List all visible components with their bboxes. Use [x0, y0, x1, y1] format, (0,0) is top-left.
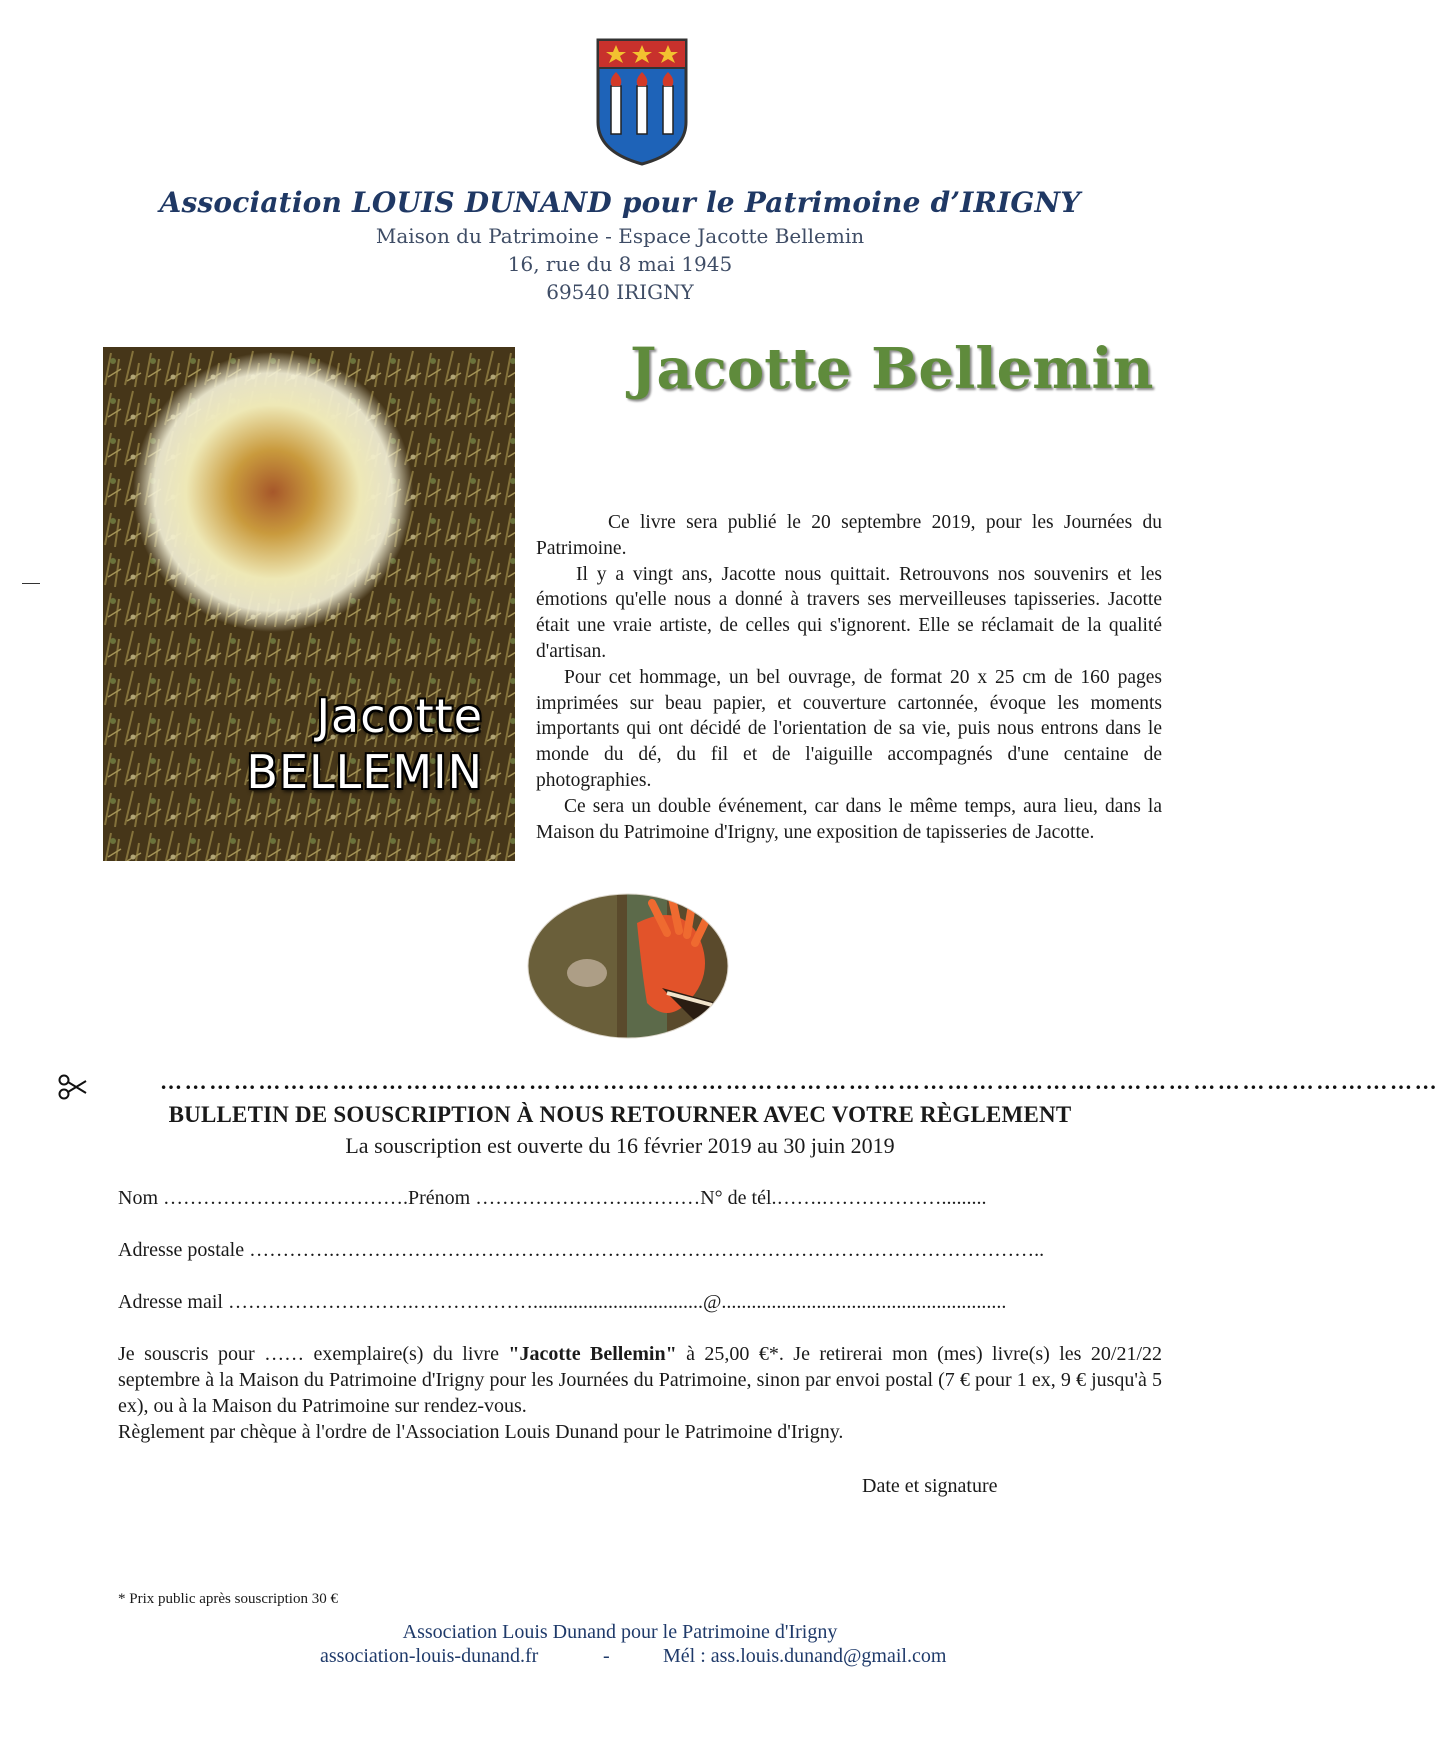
postal-address-field[interactable]: Adresse postale ………….……………………………………………………………………………………………..: [118, 1239, 1045, 1261]
margin-mark: [22, 583, 40, 584]
footer-email-link[interactable]: Mél : ass.louis.dunand@gmail.com: [663, 1645, 947, 1667]
bulletin-subtitle: La souscription est ouverte du 16 février 2019 au 30 juin 2019: [345, 1133, 895, 1158]
book-description: [536, 510, 1162, 845]
price-footnote: * Prix public après souscription 30 €: [118, 1591, 338, 1607]
footer-separator: -: [603, 1645, 610, 1667]
paragraph-3: Pour cet hommage, un bel ouvrage, de format 20 x 25 cm de 160 pages imprimées sur beau papier, et couverture cartonnée, évoque les moments importants qui ont décidé de l'orientation de sa vie, puis nous entrons dans le monde du dé, du fil et de l'aiguille accompagnés d'une centaine de photographies.: [536, 666, 1162, 791]
date-signature-label: Date et signature: [862, 1475, 998, 1497]
address-line-1: Maison du Patrimoine - Espace Jacotte Bellemin: [375, 224, 865, 248]
email-field[interactable]: Adresse mail ……………………….………………..................................@.........................................................: [118, 1291, 1007, 1313]
subscribe-intro: Je souscris pour …… exemplaire(s) du livre: [118, 1343, 509, 1365]
scissors-icon: [58, 1073, 88, 1101]
paragraph-4: Ce sera un double événement, car dans le même temps, aura lieu, dans la Maison du Patrimoine d'Irigny, une exposition de tapisseries de Jacotte.: [536, 795, 1162, 843]
cut-dotted-line: …………………………………………………………………………………………………………………………………………: [160, 1069, 1439, 1094]
footer-association: Association Louis Dunand pour le Patrimoine d'Irigny: [402, 1621, 838, 1643]
irigny-coat-of-arms-icon: [594, 36, 690, 168]
bulletin-title: BULLETIN DE SOUSCRIPTION À NOUS RETOURNER AVEC VOTRE RÈGLEMENT: [168, 1102, 1072, 1127]
address-line-2: 16, rue du 8 mai 1945: [507, 252, 733, 276]
book-title: Jacotte Bellemin: [630, 336, 1154, 402]
footer-website-link[interactable]: association-louis-dunand.fr: [320, 1645, 539, 1667]
cover-author-first: Jacotte: [316, 689, 483, 743]
payment-terms: Règlement par chèque à l'ordre de l'Association Louis Dunand pour le Patrimoine d'Irigny.: [118, 1421, 844, 1443]
paragraph-2: Il y a vingt ans, Jacotte nous quittait. Retrouvons nos souvenirs et les émotions qu'elle nous a donné à travers ses merveilleuses tapisseries. Jacotte était une vraie artiste, de celles qui s'ignorent. Elle se réclamait de la qualité d'artisan.: [536, 563, 1162, 662]
book-cover-image: [103, 347, 515, 861]
association-title: Association LOUIS DUNAND pour le Patrimoine d’IRIGNY: [159, 186, 1081, 219]
subscribe-book-title: "Jacotte Bellemin": [508, 1343, 677, 1365]
cover-author-last: BELLEMIN: [246, 745, 483, 799]
subscription-terms: [118, 1341, 1162, 1445]
paragraph-1: Ce livre sera publié le 20 septembre 2019, pour les Journées du Patrimoine.: [536, 512, 1162, 559]
hoopoe-tapestry-image: [527, 893, 730, 1039]
name-phone-field[interactable]: Nom ……………………………….Prénom …………………….………N° de tél.…….……………….........: [118, 1187, 987, 1209]
address-line-3: 69540 IRIGNY: [546, 280, 694, 304]
subscribe-details: à 25,00 €*. Je retirerai mon (mes) livre(s) les 20/21/22 septembre à la Maison du Patrimoine d'Irigny pour les Journées du Patrimoine, sinon par envoi postal (7 € pour 1 ex, 9 € jusqu'à 5 ex), ou à la Maison du Patrimoine sur rendez-vous.: [118, 1343, 1163, 1417]
